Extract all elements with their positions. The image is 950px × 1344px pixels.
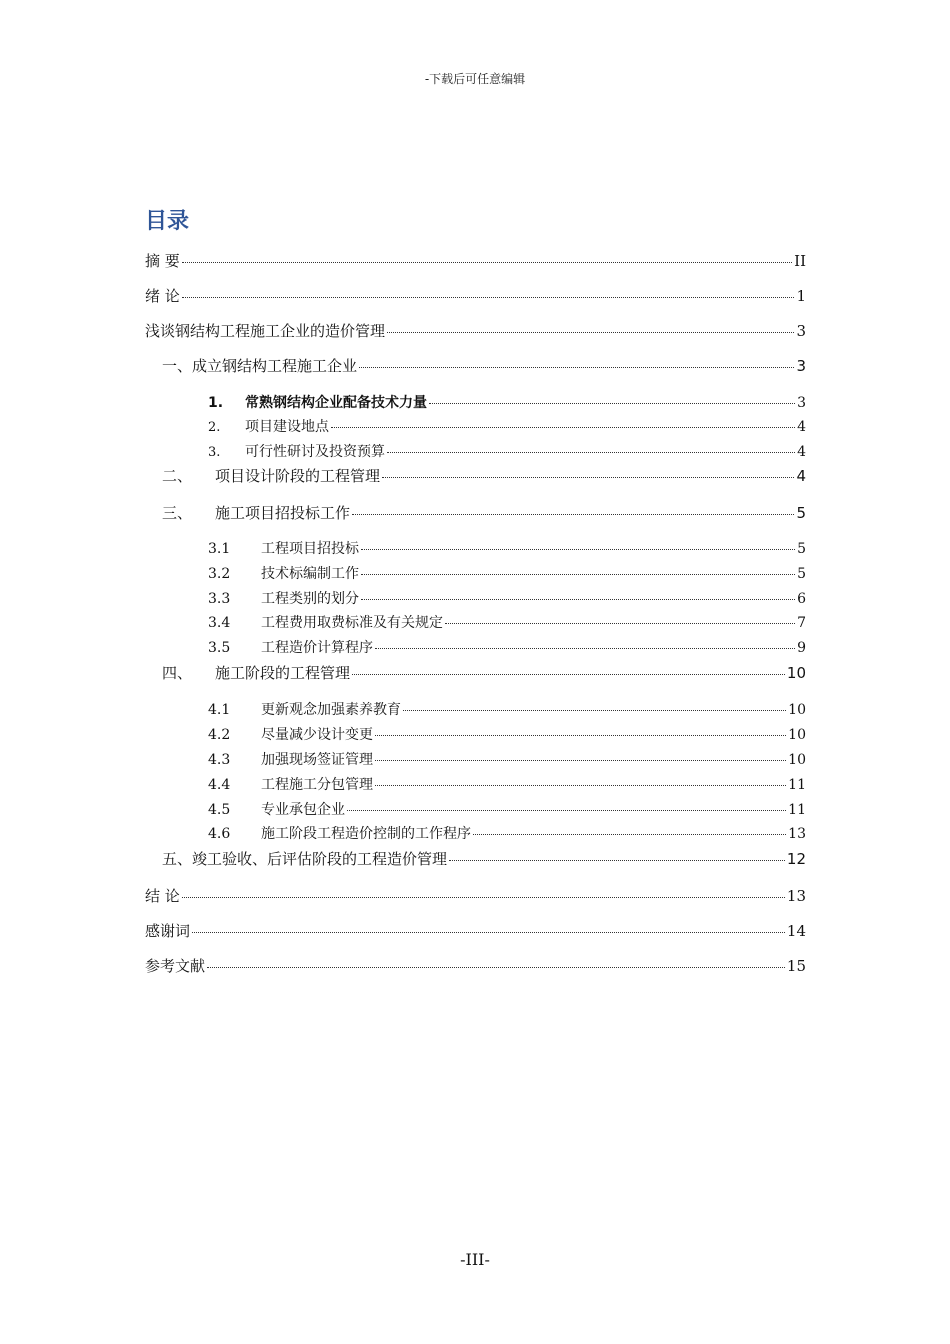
toc-entry-number: 3.3 bbox=[208, 591, 231, 607]
toc-entry-number: 3.2 bbox=[208, 566, 231, 582]
toc-entry-section-3[interactable] bbox=[162, 502, 806, 523]
toc-entry-number: 4.6 bbox=[208, 826, 231, 842]
toc-entry-text: 工程施工分包管理 bbox=[261, 777, 373, 793]
toc-entry-page: 14 bbox=[786, 922, 806, 940]
toc-entry-text: 参考文献 bbox=[145, 957, 206, 975]
toc-entry-page: 4 bbox=[797, 444, 806, 460]
toc-entry-text: 工程造价计算程序 bbox=[261, 640, 373, 656]
toc-entry-text: 施工项目招投标工作 bbox=[215, 504, 351, 522]
toc-entry-4-3[interactable] bbox=[208, 749, 806, 769]
toc-entry-4-5[interactable] bbox=[208, 799, 806, 819]
toc-leader-dots bbox=[192, 932, 785, 933]
toc-entry-page: 4 bbox=[796, 467, 806, 485]
toc-entry-text: 五、竣工验收、后评估阶段的工程造价管理 bbox=[162, 850, 448, 868]
toc-entry-number: 二、 bbox=[162, 467, 193, 485]
toc-entry-text: 尽量减少设计变更 bbox=[261, 727, 373, 743]
toc-entry-acknowledgements[interactable] bbox=[145, 920, 806, 941]
toc-entry-number: 3.4 bbox=[208, 615, 231, 631]
toc-entry-3-2[interactable] bbox=[208, 563, 806, 583]
toc-entry-4-1[interactable] bbox=[208, 699, 806, 719]
toc-entry-number: 3.5 bbox=[208, 640, 231, 656]
toc-entry-number: 4.3 bbox=[208, 752, 231, 768]
toc-entry-number: 4.2 bbox=[208, 727, 231, 743]
toc-entry-3-5[interactable] bbox=[208, 637, 806, 657]
toc-entry-references[interactable] bbox=[145, 955, 806, 976]
toc-entry-page: 5 bbox=[797, 566, 806, 582]
toc-entry-page: 10 bbox=[788, 727, 806, 743]
toc-entry-page: 10 bbox=[788, 752, 806, 768]
toc-entry-text: 一、成立钢结构工程施工企业 bbox=[162, 357, 358, 375]
toc-entry-text: 感谢词 bbox=[145, 922, 191, 940]
toc-entry-text: 绪 论 bbox=[145, 287, 180, 305]
toc-entry-number: 4.5 bbox=[208, 802, 231, 818]
toc-entry-abstract[interactable] bbox=[145, 250, 806, 271]
toc-entry-main-title[interactable] bbox=[145, 320, 806, 341]
toc-leader-dots bbox=[182, 297, 795, 298]
toc-entry-number: 1. bbox=[208, 395, 224, 411]
toc-entry-page: 11 bbox=[788, 777, 806, 793]
toc-entry-4-2[interactable] bbox=[208, 724, 806, 744]
toc-leader-dots bbox=[473, 834, 786, 835]
toc-leader-dots bbox=[207, 967, 785, 968]
toc-entry-introduction[interactable] bbox=[145, 285, 806, 306]
toc-entry-page: 12 bbox=[786, 850, 806, 868]
toc-entry-page: 15 bbox=[786, 957, 806, 975]
toc-leader-dots bbox=[361, 549, 795, 550]
toc-leader-dots bbox=[449, 860, 785, 861]
toc-entry-text: 施工阶段工程造价控制的工作程序 bbox=[261, 826, 471, 842]
toc-entry-page: II bbox=[794, 252, 806, 270]
toc-entry-number: 3.1 bbox=[208, 541, 231, 557]
toc-leader-dots bbox=[375, 735, 786, 736]
toc-entry-section-4[interactable] bbox=[162, 662, 806, 683]
toc-entry-text: 项目设计阶段的工程管理 bbox=[215, 467, 381, 485]
toc-entry-3-4[interactable] bbox=[208, 612, 806, 632]
toc-leader-dots bbox=[375, 648, 795, 649]
toc-leader-dots bbox=[352, 514, 794, 515]
toc-entry-number: 四、 bbox=[162, 664, 193, 682]
toc-entry-page: 10 bbox=[788, 702, 806, 718]
toc-entry-page: 4 bbox=[797, 419, 806, 435]
toc-entry-text: 工程项目招投标 bbox=[261, 541, 359, 557]
toc-leader-dots bbox=[375, 760, 786, 761]
toc-entry-1-2[interactable] bbox=[208, 416, 806, 436]
toc-leader-dots bbox=[361, 574, 795, 575]
toc-entry-text: 常熟钢结构企业配备技术力量 bbox=[245, 395, 427, 411]
toc-title: 目录 bbox=[145, 209, 190, 234]
toc-entry-3-1[interactable] bbox=[208, 538, 806, 558]
toc-leader-dots bbox=[382, 477, 794, 478]
toc-entry-text: 专业承包企业 bbox=[261, 802, 345, 818]
toc-entry-section-5[interactable] bbox=[162, 848, 806, 869]
toc-leader-dots bbox=[359, 367, 794, 368]
toc-entry-page: 9 bbox=[797, 640, 806, 656]
toc-entry-page: 7 bbox=[797, 615, 806, 631]
toc-entry-page: 1 bbox=[796, 287, 806, 305]
toc-entry-text: 工程类别的划分 bbox=[261, 591, 359, 607]
toc-entry-text: 更新观念加强素养教育 bbox=[261, 702, 401, 718]
toc-entry-text: 可行性研讨及投资预算 bbox=[245, 444, 385, 460]
toc-leader-dots bbox=[182, 262, 792, 263]
toc-entry-page: 5 bbox=[797, 541, 806, 557]
toc-entry-1-1[interactable] bbox=[208, 392, 806, 412]
toc-entry-number: 3. bbox=[208, 445, 221, 460]
toc-leader-dots bbox=[387, 332, 794, 333]
toc-entry-page: 6 bbox=[797, 591, 806, 607]
toc-entry-text: 技术标编制工作 bbox=[261, 566, 359, 582]
toc-entry-text: 项目建设地点 bbox=[245, 419, 329, 435]
page-number: -III- bbox=[460, 1250, 490, 1269]
toc-entry-text: 加强现场签证管理 bbox=[261, 752, 373, 768]
toc-entry-page: 13 bbox=[786, 887, 806, 905]
toc-leader-dots bbox=[445, 623, 795, 624]
toc-entry-section-1[interactable] bbox=[162, 355, 806, 376]
toc-entry-text: 浅谈钢结构工程施工企业的造价管理 bbox=[145, 322, 386, 340]
toc-entry-section-2[interactable] bbox=[162, 465, 806, 486]
toc-entry-1-3[interactable] bbox=[208, 441, 806, 461]
toc-entry-3-3[interactable] bbox=[208, 588, 806, 608]
toc-leader-dots bbox=[403, 710, 786, 711]
toc-entry-page: 3 bbox=[796, 357, 806, 375]
toc-entry-4-4[interactable] bbox=[208, 774, 806, 794]
toc-entry-page: 10 bbox=[786, 664, 806, 682]
toc-leader-dots bbox=[347, 810, 786, 811]
toc-leader-dots bbox=[387, 452, 795, 453]
toc-entry-conclusion[interactable] bbox=[145, 885, 806, 906]
page-header: -下载后可任意编辑 bbox=[424, 72, 526, 86]
toc-entry-text: 施工阶段的工程管理 bbox=[215, 664, 351, 682]
toc-leader-dots bbox=[429, 403, 795, 404]
toc-entry-number: 三、 bbox=[162, 504, 193, 522]
toc-entry-page: 5 bbox=[796, 504, 806, 522]
toc-leader-dots bbox=[375, 785, 786, 786]
toc-entry-page: 11 bbox=[788, 802, 806, 818]
toc-leader-dots bbox=[331, 427, 795, 428]
toc-entry-text: 摘 要 bbox=[145, 252, 180, 270]
toc-entry-number: 4.4 bbox=[208, 777, 231, 793]
toc-entry-text: 结 论 bbox=[145, 887, 180, 905]
toc-entry-page: 3 bbox=[797, 395, 806, 411]
toc-leader-dots bbox=[182, 897, 785, 898]
toc-entry-number: 4.1 bbox=[208, 702, 231, 718]
toc-entry-number: 2. bbox=[208, 420, 221, 435]
toc-entry-page: 3 bbox=[796, 322, 806, 340]
toc-leader-dots bbox=[352, 674, 785, 675]
toc-entry-4-6[interactable] bbox=[208, 823, 806, 843]
toc-entry-text: 工程费用取费标准及有关规定 bbox=[261, 615, 443, 631]
toc-entry-page: 13 bbox=[788, 826, 806, 842]
toc-leader-dots bbox=[361, 599, 795, 600]
